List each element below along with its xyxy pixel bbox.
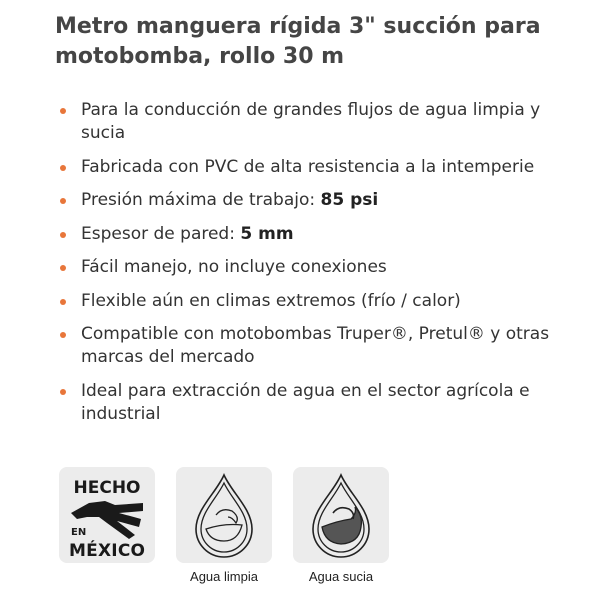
bullet-icon xyxy=(60,232,66,238)
bullet-icon xyxy=(60,165,66,171)
hecho-en-mexico-badge xyxy=(59,467,155,563)
feature-text: Fácil manejo, no incluye conexiones xyxy=(81,257,387,277)
badge-text-mexico: MÉXICO xyxy=(69,541,145,561)
feature-item xyxy=(56,223,566,246)
feature-text: Fabricada con PVC de alta resistencia a la intemperie xyxy=(81,156,535,177)
feature-item xyxy=(56,189,566,212)
feature-value: 5 mm xyxy=(240,223,294,244)
bullet-icon xyxy=(60,332,66,338)
feature-item xyxy=(56,256,566,279)
bullet-icon xyxy=(60,108,66,114)
feature-text: Presión máxima de trabajo: xyxy=(81,190,321,210)
clean-water-badge xyxy=(176,467,272,563)
dirty-water-badge xyxy=(293,467,389,563)
feature-text: Espesor de pared: xyxy=(81,223,241,244)
clean-water-label: Agua limpia xyxy=(190,569,258,584)
feature-item xyxy=(56,156,566,179)
feature-item xyxy=(56,380,566,426)
feature-item xyxy=(56,323,566,369)
badge-text-hecho: HECHO xyxy=(73,478,141,498)
bullet-icon xyxy=(60,265,66,271)
feature-item xyxy=(56,99,566,145)
bullet-icon xyxy=(60,389,66,395)
bullet-icon xyxy=(60,299,66,305)
feature-item xyxy=(56,290,566,313)
feature-text: Flexible aún en climas extremos (frío / calor) xyxy=(81,290,461,311)
feature-text: Para la conducción de grandes flujos de agua limpia y sucia xyxy=(81,100,541,143)
feature-list xyxy=(56,99,566,436)
dirty-water-drop-icon xyxy=(293,467,389,563)
clean-water-drop-icon xyxy=(176,467,272,563)
eagle-icon xyxy=(59,467,155,563)
dirty-water-label: Agua sucia xyxy=(308,569,374,584)
feature-text: Ideal para extracción de agua en el sector agrícola e industrial xyxy=(81,380,530,424)
feature-value: 85 psi xyxy=(320,190,379,210)
bullet-icon xyxy=(60,198,66,204)
feature-text: Compatible con motobombas Truper®, Pretul® y otras marcas del mercado xyxy=(81,324,550,367)
badge-text-en: EN xyxy=(71,527,87,538)
product-title: Metro manguera rígida 3" succión para motobomba, rollo 30 m xyxy=(55,14,541,69)
